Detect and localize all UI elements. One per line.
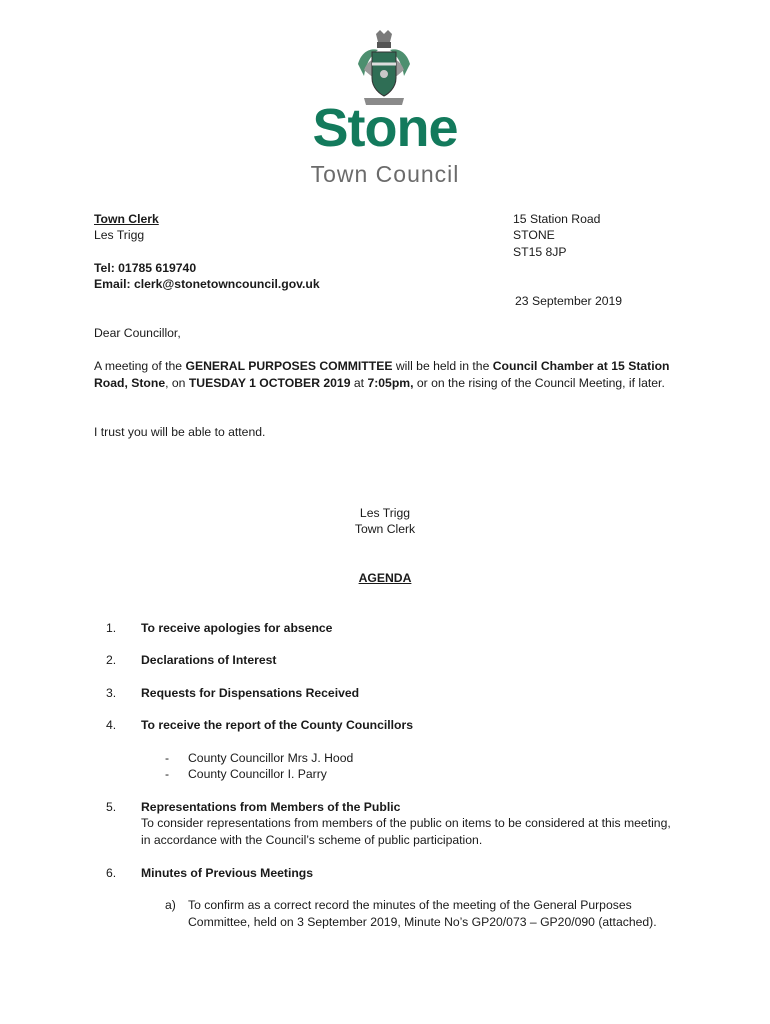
sender-name: Les Trigg: [94, 228, 145, 242]
agenda-item-number: 6.: [106, 866, 117, 880]
logo-wordmark: Stone: [312, 98, 458, 158]
crest-icon: [354, 30, 414, 106]
item6-sub-label: a): [165, 898, 176, 912]
item6-sub-text: To confirm as a correct record the minutes of the meeting of the General Purposes Committee, held on 3 September 2019, Minute No’s GP20/073 – GP20/090 (attached).: [188, 898, 657, 929]
agenda-item-title: To receive apologies for absence: [141, 621, 333, 635]
councillor-dash: -: [165, 751, 170, 765]
sender-tel: Tel: 01785 619740: [94, 261, 197, 275]
councillor-name: County Councillor I. Parry: [188, 767, 327, 781]
letter-date: 23 September 2019: [515, 294, 623, 308]
intro-paragraph: A meeting of the GENERAL PURPOSES COMMITTEE will be held in the Council Chamber at 15 Station Road, Stone, on TUESDAY 1 OCTOBER 2019 at 7:05pm, or on the rising of the Council Meeting, if later.: [94, 359, 670, 390]
councillor-name: County Councillor Mrs J. Hood: [188, 751, 354, 765]
agenda-item-title: Requests for Dispensations Received: [141, 686, 360, 700]
address-line1: 15 Station Road: [513, 212, 601, 226]
agenda-heading: AGENDA: [358, 571, 412, 585]
agenda-item-number: 4.: [106, 718, 117, 732]
signature-name: Les Trigg: [359, 506, 411, 520]
agenda-item-title: Minutes of Previous Meetings: [141, 866, 314, 880]
agenda-item-number: 2.: [106, 653, 117, 667]
sender-email: Email: clerk@stonetowncouncil.gov.uk: [94, 277, 320, 291]
address-line3: ST15 8JP: [513, 245, 567, 259]
councillor-dash: -: [165, 767, 170, 781]
greeting: Dear Councillor,: [94, 326, 181, 340]
agenda-item-number: 1.: [106, 621, 117, 635]
agenda-item-title: To receive the report of the County Councillors: [141, 718, 413, 732]
sender-role: Town Clerk: [94, 212, 159, 226]
agenda-item-title: Representations from Members of the Public: [141, 800, 401, 814]
agenda-item-number: 3.: [106, 686, 117, 700]
item5-description: To consider representations from members of the public on items to be considered at this meeting, in accordance with the Council’s scheme of public participation.: [141, 816, 671, 847]
attend-line: I trust you will be able to attend.: [94, 425, 266, 439]
signature-title: Town Clerk: [354, 522, 416, 536]
agenda-item-number: 5.: [106, 800, 117, 814]
address-line2: STONE: [513, 228, 555, 242]
agenda-item-title: Declarations of Interest: [141, 653, 277, 667]
logo-subtitle: Town Council: [310, 161, 460, 187]
